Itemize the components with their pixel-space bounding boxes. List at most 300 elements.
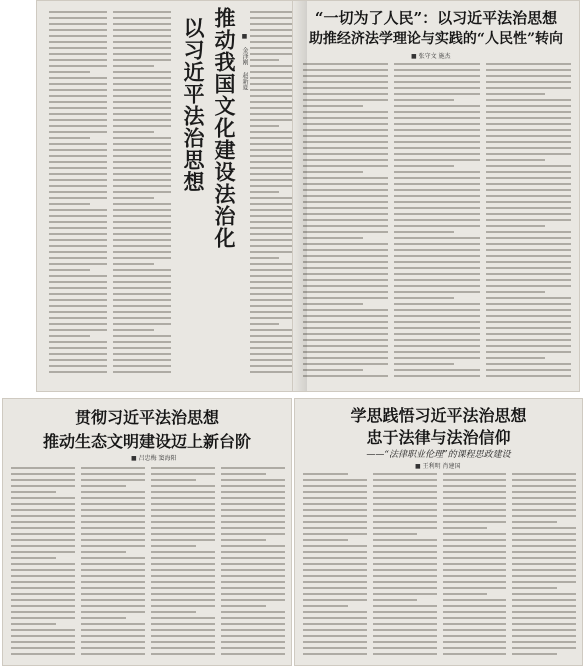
text-line: [443, 479, 507, 481]
text-line: [486, 267, 571, 269]
text-line: [486, 369, 571, 371]
text-line: [113, 23, 171, 25]
text-line: [11, 605, 75, 607]
text-line: [221, 575, 285, 577]
text-line: [250, 107, 292, 109]
text-line: [11, 611, 75, 613]
text-line: [221, 617, 285, 619]
text-line: [49, 143, 107, 145]
text-line: [486, 297, 571, 299]
text-line: [81, 515, 145, 517]
text-line: [250, 317, 292, 319]
text-line: [373, 653, 437, 655]
text-line: [49, 281, 107, 283]
text-line: [486, 93, 546, 95]
text-line: [221, 623, 285, 625]
text-line: [303, 267, 388, 269]
article-4-title-line-1: 学思践悟习近平法治思想: [350, 406, 527, 425]
text-line: [486, 111, 571, 113]
text-line: [250, 287, 292, 289]
text-line: [250, 59, 279, 61]
text-line: [11, 479, 75, 481]
text-line: [394, 153, 479, 155]
text-line: [303, 479, 367, 481]
text-line: [11, 623, 56, 625]
text-line: [512, 503, 576, 505]
text-line: [113, 293, 171, 295]
text-line: [512, 617, 576, 619]
text-line: [49, 329, 107, 331]
text-line: [303, 647, 367, 649]
text-line: [49, 137, 90, 139]
text-line: [512, 551, 576, 553]
text-line: [486, 183, 571, 185]
text-line: [373, 587, 437, 589]
text-line: [303, 153, 388, 155]
text-line: [11, 491, 56, 493]
text-line: [151, 485, 215, 487]
text-line: [113, 29, 171, 31]
text-line: [221, 521, 285, 523]
text-line: [81, 533, 145, 535]
text-line: [303, 195, 388, 197]
text-line: [486, 135, 571, 137]
text-line: [373, 647, 437, 649]
text-line: [303, 321, 388, 323]
text-line: [81, 575, 145, 577]
text-line: [49, 263, 107, 265]
text-column: [303, 63, 388, 383]
article-2-text: [303, 63, 571, 383]
text-line: [11, 593, 75, 595]
text-line: [49, 77, 107, 79]
text-line: [303, 527, 367, 529]
text-line: [394, 81, 479, 83]
text-line: [113, 161, 171, 163]
text-line: [512, 521, 557, 523]
text-line: [81, 599, 145, 601]
text-line: [250, 191, 279, 193]
text-line: [250, 137, 292, 139]
text-line: [394, 243, 479, 245]
text-line: [250, 173, 292, 175]
text-line: [394, 249, 479, 251]
text-line: [11, 647, 75, 649]
text-line: [486, 153, 571, 155]
text-line: [303, 629, 367, 631]
text-line: [512, 647, 576, 649]
text-line: [443, 605, 507, 607]
text-line: [113, 341, 171, 343]
text-line: [11, 533, 75, 535]
text-line: [49, 341, 107, 343]
text-line: [81, 641, 145, 643]
text-line: [113, 251, 171, 253]
text-line: [303, 129, 388, 131]
text-line: [250, 119, 292, 121]
text-line: [373, 479, 437, 481]
text-line: [303, 159, 388, 161]
text-line: [11, 557, 56, 559]
text-line: [303, 315, 388, 317]
text-line: [394, 195, 479, 197]
text-line: [113, 287, 171, 289]
text-line: [49, 245, 107, 247]
text-line: [221, 515, 285, 517]
text-line: [303, 291, 388, 293]
text-line: [250, 101, 292, 103]
text-line: [373, 629, 437, 631]
text-line: [81, 539, 145, 541]
text-line: [486, 351, 571, 353]
text-column: [250, 11, 292, 381]
text-line: [303, 569, 367, 571]
text-line: [113, 137, 171, 139]
text-line: [303, 141, 388, 143]
text-line: [113, 95, 171, 97]
text-line: [394, 363, 454, 365]
text-line: [113, 101, 171, 103]
text-line: [303, 545, 367, 547]
text-line: [221, 569, 285, 571]
text-line: [394, 99, 454, 101]
text-line: [303, 593, 367, 595]
text-line: [303, 111, 388, 113]
text-line: [303, 509, 367, 511]
text-line: [250, 89, 292, 91]
text-line: [221, 557, 285, 559]
text-line: [486, 69, 571, 71]
text-line: [303, 249, 388, 251]
text-line: [250, 215, 292, 217]
text-line: [113, 281, 171, 283]
text-line: [221, 551, 285, 553]
text-line: [394, 297, 454, 299]
text-line: [113, 11, 171, 13]
text-line: [394, 321, 479, 323]
text-line: [512, 557, 576, 559]
text-line: [221, 605, 266, 607]
text-line: [250, 335, 292, 337]
text-line: [49, 203, 90, 205]
article-4-subtitle: ——“法律职业伦理”的课程思政建设: [366, 450, 511, 460]
text-line: [303, 503, 367, 505]
text-line: [250, 221, 292, 223]
text-line: [151, 569, 215, 571]
text-column: [512, 473, 576, 659]
text-line: [394, 345, 479, 347]
text-line: [151, 557, 215, 559]
text-line: [250, 281, 292, 283]
text-line: [394, 357, 479, 359]
text-line: [250, 35, 292, 37]
text-line: [49, 125, 107, 127]
text-line: [81, 527, 145, 529]
text-line: [394, 225, 479, 227]
text-line: [11, 635, 75, 637]
text-line: [486, 225, 546, 227]
text-line: [303, 99, 388, 101]
text-line: [512, 629, 576, 631]
text-line: [49, 287, 107, 289]
article-2-title-line-1: “一切为了人民”：以习近平法治思想: [314, 9, 558, 27]
text-line: [250, 305, 292, 307]
text-line: [394, 315, 479, 317]
text-line: [113, 35, 171, 37]
text-line: [250, 275, 292, 277]
text-line: [221, 587, 285, 589]
text-line: [250, 239, 292, 241]
text-line: [250, 245, 292, 247]
text-line: [49, 119, 107, 121]
text-line: [11, 629, 75, 631]
text-line: [250, 197, 292, 199]
text-line: [486, 249, 571, 251]
text-line: [49, 17, 107, 19]
text-line: [113, 173, 171, 175]
text-line: [394, 177, 479, 179]
text-line: [81, 485, 126, 487]
text-line: [486, 165, 571, 167]
text-line: [303, 363, 388, 365]
text-line: [81, 497, 145, 499]
text-line: [303, 225, 388, 227]
text-line: [113, 131, 154, 133]
text-line: [394, 87, 479, 89]
text-line: [486, 345, 571, 347]
article-3-text: [11, 467, 285, 659]
text-line: [49, 299, 107, 301]
text-line: [373, 515, 437, 517]
text-line: [151, 479, 196, 481]
text-line: [81, 593, 145, 595]
text-line: [49, 353, 107, 355]
text-line: [512, 539, 576, 541]
text-line: [443, 539, 507, 541]
text-line: [11, 509, 75, 511]
text-line: [303, 183, 388, 185]
text-line: [443, 515, 507, 517]
text-line: [512, 497, 576, 499]
text-line: [151, 527, 215, 529]
text-line: [486, 237, 571, 239]
text-line: [151, 563, 215, 565]
text-line: [49, 239, 107, 241]
text-line: [373, 617, 437, 619]
text-line: [373, 521, 437, 523]
text-line: [486, 273, 571, 275]
text-line: [113, 257, 171, 259]
text-line: [394, 261, 479, 263]
text-line: [250, 83, 292, 85]
text-line: [394, 111, 479, 113]
article-1-text-right: [250, 11, 292, 381]
text-line: [11, 581, 75, 583]
text-line: [49, 29, 107, 31]
text-line: [303, 309, 388, 311]
text-line: [512, 587, 557, 589]
text-line: [11, 515, 75, 517]
text-line: [221, 485, 285, 487]
text-line: [81, 545, 145, 547]
text-line: [486, 327, 571, 329]
text-line: [303, 243, 388, 245]
article-3-title-line-2: 推动生态文明建设迈上新台阶: [42, 432, 251, 451]
text-line: [113, 41, 171, 43]
text-line: [443, 575, 507, 577]
text-line: [250, 209, 292, 211]
text-line: [113, 53, 171, 55]
text-line: [81, 587, 145, 589]
text-column: [394, 63, 479, 383]
text-line: [373, 545, 437, 547]
text-line: [151, 635, 215, 637]
text-line: [250, 17, 292, 19]
text-line: [113, 83, 171, 85]
text-line: [303, 635, 367, 637]
text-line: [303, 563, 367, 565]
text-line: [11, 575, 75, 577]
text-line: [250, 323, 279, 325]
text-line: [303, 87, 388, 89]
text-line: [303, 617, 367, 619]
text-line: [394, 219, 479, 221]
text-line: [250, 251, 292, 253]
text-line: [221, 647, 285, 649]
text-line: [151, 551, 215, 553]
text-line: [486, 87, 571, 89]
text-line: [81, 647, 145, 649]
text-line: [49, 167, 107, 169]
article-4-title-line-2: 忠于法律与法治信仰: [366, 428, 511, 447]
text-line: [303, 611, 367, 613]
text-line: [49, 209, 107, 211]
text-line: [303, 273, 388, 275]
text-line: [81, 557, 145, 559]
text-line: [303, 539, 348, 541]
text-line: [394, 285, 479, 287]
text-line: [303, 93, 388, 95]
text-line: [373, 581, 437, 583]
text-line: [394, 351, 479, 353]
text-line: [486, 99, 571, 101]
text-line: [303, 297, 388, 299]
text-line: [512, 515, 576, 517]
text-line: [49, 173, 107, 175]
text-line: [486, 171, 571, 173]
text-line: [250, 95, 292, 97]
text-line: [81, 629, 145, 631]
text-line: [113, 89, 171, 91]
text-line: [11, 587, 75, 589]
text-line: [113, 263, 154, 265]
text-line: [49, 113, 107, 115]
text-line: [221, 539, 266, 541]
text-line: [221, 629, 285, 631]
text-line: [81, 509, 145, 511]
text-line: [81, 521, 145, 523]
text-line: [221, 599, 285, 601]
text-line: [11, 599, 75, 601]
text-line: [113, 299, 171, 301]
text-line: [11, 641, 75, 643]
text-line: [113, 269, 171, 271]
text-line: [303, 123, 388, 125]
text-line: [394, 291, 479, 293]
text-line: [303, 303, 363, 305]
article-4-text: [303, 473, 576, 659]
text-line: [250, 263, 292, 265]
text-line: [11, 653, 75, 655]
text-line: [250, 269, 292, 271]
text-line: [303, 575, 367, 577]
text-line: [151, 515, 215, 517]
text-line: [221, 611, 285, 613]
text-line: [113, 239, 171, 241]
text-line: [443, 485, 507, 487]
text-line: [113, 371, 171, 373]
text-line: [303, 357, 388, 359]
text-line: [512, 575, 576, 577]
text-line: [250, 353, 292, 355]
text-line: [49, 197, 107, 199]
text-line: [394, 75, 479, 77]
text-line: [81, 491, 145, 493]
text-line: [221, 473, 266, 475]
text-line: [512, 563, 576, 565]
text-line: [49, 59, 107, 61]
text-line: [113, 71, 171, 73]
text-line: [113, 311, 171, 313]
text-line: [394, 105, 479, 107]
text-line: [303, 497, 367, 499]
text-line: [11, 551, 75, 553]
text-line: [486, 357, 546, 359]
text-column: [486, 63, 571, 383]
text-line: [373, 635, 437, 637]
text-line: [113, 179, 171, 181]
text-line: [486, 159, 546, 161]
text-line: [151, 575, 215, 577]
text-line: [221, 545, 285, 547]
article-clipping-2: [292, 0, 580, 392]
text-line: [303, 285, 388, 287]
text-line: [394, 141, 479, 143]
text-line: [113, 353, 171, 355]
text-line: [250, 53, 292, 55]
text-line: [221, 641, 285, 643]
text-line: [250, 167, 292, 169]
text-line: [49, 23, 107, 25]
text-line: [113, 65, 154, 67]
article-4-byline: ■ 王利明 肖建国: [415, 463, 461, 470]
text-line: [394, 303, 479, 305]
text-line: [49, 269, 90, 271]
text-line: [151, 491, 215, 493]
text-line: [373, 509, 437, 511]
text-line: [221, 653, 285, 655]
text-line: [250, 227, 292, 229]
text-line: [81, 653, 145, 655]
text-line: [443, 641, 507, 643]
text-line: [151, 533, 215, 535]
text-line: [486, 213, 571, 215]
text-line: [113, 221, 171, 223]
text-line: [373, 605, 437, 607]
text-line: [486, 375, 571, 377]
text-line: [486, 129, 571, 131]
text-line: [49, 359, 107, 361]
